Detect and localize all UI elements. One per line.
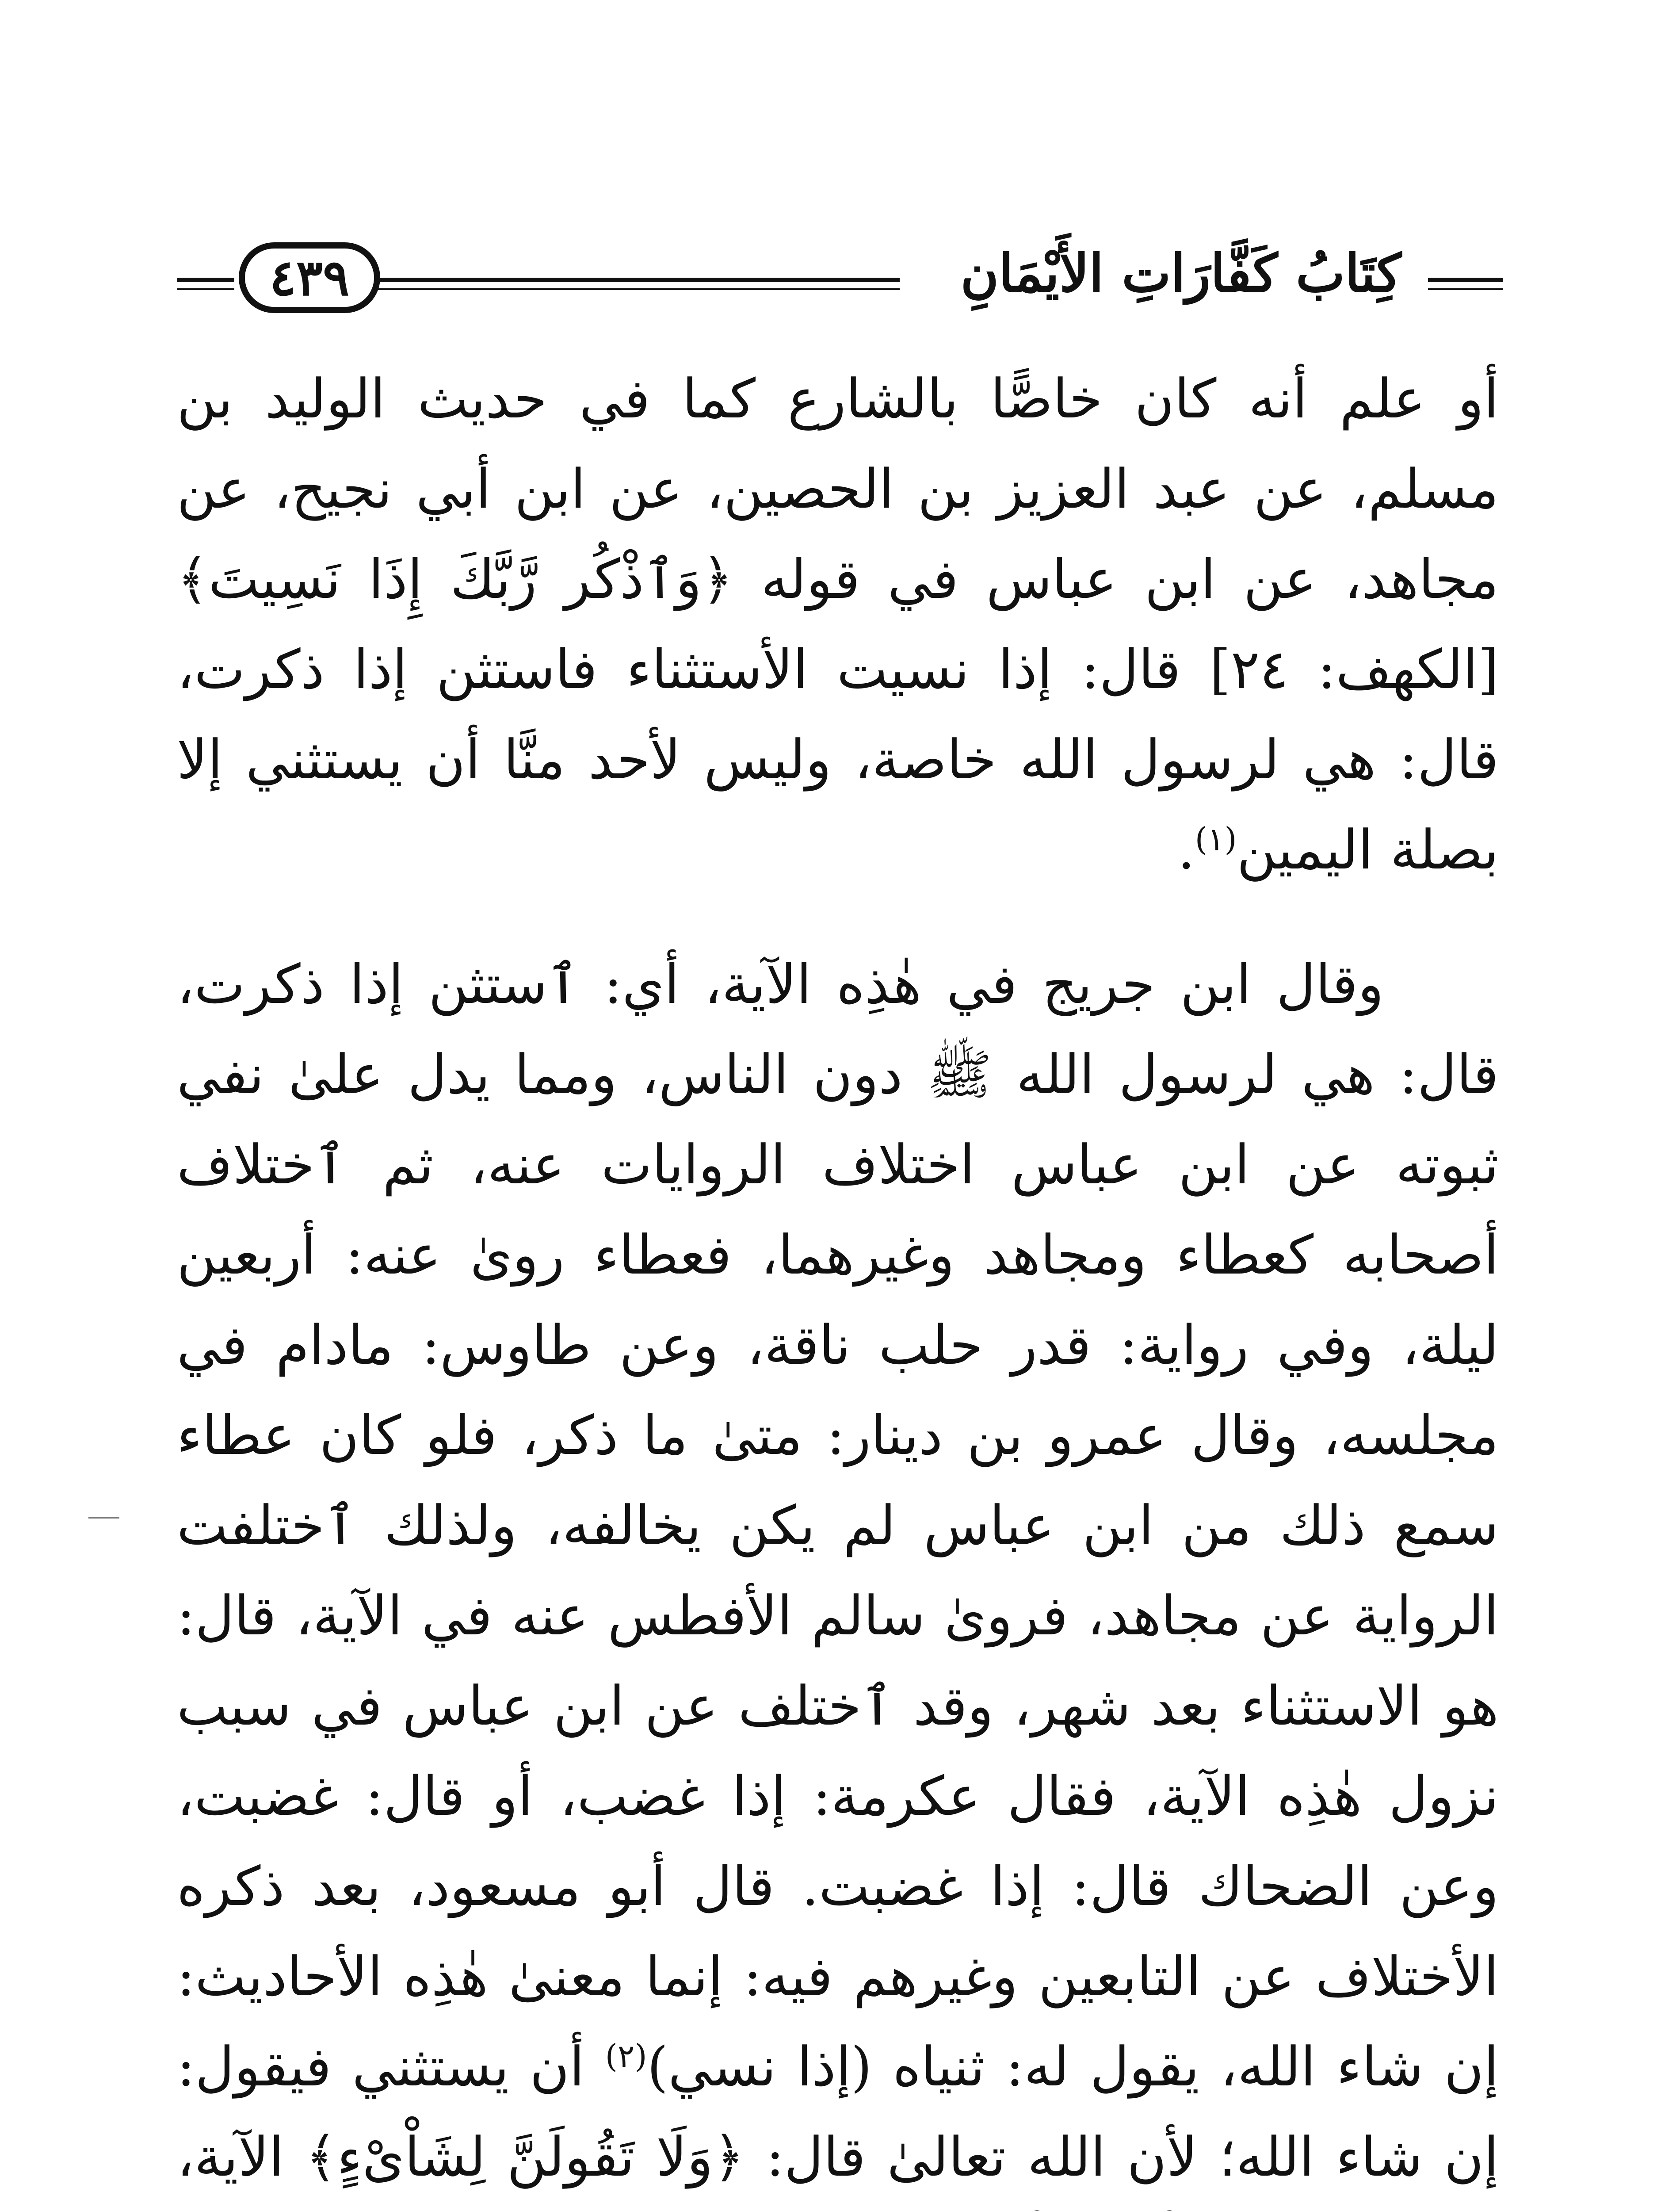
paragraph-2 — [177, 939, 1499, 2211]
margin-mark — [88, 1517, 119, 1519]
main-text — [177, 354, 1499, 2211]
header-rule-left — [177, 278, 234, 282]
running-header — [177, 234, 1503, 323]
paragraph-1-tail: . — [1177, 819, 1195, 881]
footnote-ref-2[interactable]: (٢) — [605, 2037, 647, 2075]
page-number: ٤٣٩ — [269, 249, 350, 307]
footnote-ref-1[interactable]: (١) — [1195, 820, 1237, 858]
book-title: كِتَابُ كَفَّارَاتِ الأَيْمَانِ — [960, 242, 1401, 304]
paragraph-2-tail: أن يستثني فيقول: إن شاء الله؛ لأن الله تعالىٰ قال: ﴿وَلَا تَقُولَنَّ لِشَاْىْءٍ﴾ الآية، — [177, 2035, 1499, 2188]
page-number-badge — [239, 242, 380, 313]
header-rule-middle — [378, 278, 900, 282]
paragraph-1 — [177, 354, 1499, 895]
header-rule-right — [1428, 278, 1503, 282]
paragraph-1-text: أو علم أنه كان خاصًّا بالشارع كما في حديث الوليد بن مسلم، عن عبد العزيز بن الحصين، عن ابن أبي نجيح، عن مجاهد، عن ابن عباس في قوله ﴿وَٱذْكُر رَّبَّكَ إِذَا نَسِيتَ﴾ [الكهف: ٢٤] قال: إذا نسيت الأستثناء فاستثن إذا ذكرت، قال: هي لرسول الله خاصة، وليس لأحد منَّا أن يستثني إلا بصلة اليمين — [177, 367, 1499, 881]
paragraph-2-text: وقال ابن جريج في هٰذِه الآية، أي: ٱستثن إذا ذكرت، قال: هي لرسول الله ﷺ دون الناس، ومما يدل علىٰ نفي ثبوته عن ابن عباس اختلاف الروايات عنه، ثم ٱختلاف أصحابه كعطاء ومجاهد وغيرهما، فعطاء روىٰ عنه: أربعين ليلة، وفي رواية: قدر حلب ناقة، وعن طاوس: مادام في مجلسه، وقال عمرو بن دينار: متىٰ ما ذكر، فلو كان عطاء سمع ذلك من ابن عباس لم يكن يخالفه، ولذلك ٱختلفت الرواية عن مجاهد، فروىٰ سالم الأفطس عنه في الآية، قال: هو الاستثناء بعد شهر، وقد ٱختلف عن ابن عباس في سبب نزول هٰذِه الآية، فقال عكرمة: إذا غضب، أو قال: غضبت، وعن الضحاك قال: إذا غضبت. قال أبو مسعود، بعد ذكره الأختلاف عن التابعين وغيرهم فيه: إنما معنىٰ هٰذِه الأحاديث: إن شاء الله، يقول له: ثنياه (إذا نسي) — [177, 953, 1499, 2098]
